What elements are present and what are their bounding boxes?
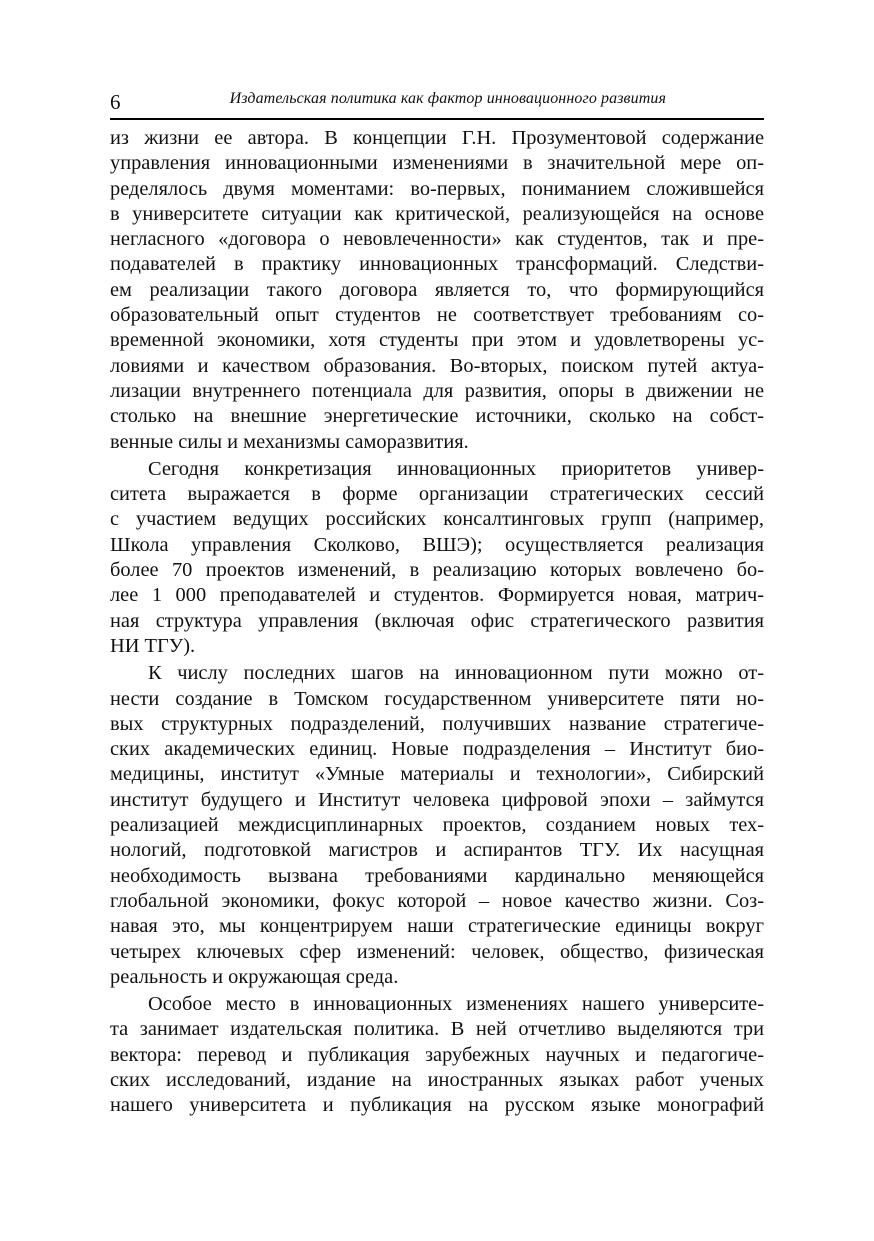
body-text	[110, 126, 764, 1119]
text-line: та занимает издательская политика. В ней отчетливо выделяются три	[110, 1018, 764, 1041]
text-line: негласного «договора о невовлеченности» как студентов, так и пре-	[110, 228, 764, 251]
text-line: управления инновационными изменениями в значительной мере оп-	[110, 152, 764, 175]
text-line: вектора: перевод и публикация зарубежных научных и педагогиче-	[110, 1043, 764, 1066]
text-line: НИ ТГУ).	[110, 634, 196, 657]
text-line: с участием ведущих российских консалтинговых групп (например,	[110, 508, 764, 531]
paragraph-1	[110, 126, 764, 455]
text-line: нологий, подготовкой магистров и аспирантов ТГУ. Их насущная	[110, 839, 764, 862]
text-line: лее 1 000 преподавателей и студентов. Формируется новая, матрич-	[110, 584, 764, 607]
text-line: реальность и окружающая среда.	[110, 965, 399, 988]
text-line: нести создание в Томском государственном университете пяти но-	[110, 687, 764, 710]
text-line: из жизни ее автора. В концепции Г.Н. Прозументовой содержание	[110, 127, 764, 149]
text-line: реализацией междисциплинарных проектов, созданием новых тех-	[110, 814, 764, 837]
text-line: временной экономики, хотя студенты при этом и удовлетворены ус-	[110, 329, 764, 352]
paragraph-2	[110, 457, 764, 659]
text-line: ситета выражается в форме организации стратегических сессий	[110, 483, 764, 506]
paragraph-3	[110, 661, 764, 990]
text-line: ловиями и качеством образования. Во-вторых, поиском путей актуа-	[110, 354, 764, 377]
text-line: необходимость вызвана требованиями кардинально меняющейся	[110, 864, 764, 887]
text-line: Сегодня конкретизация инновационных приоритетов универ-	[148, 457, 764, 480]
text-line: подавателей в практику инновационных трансформаций. Следстви-	[110, 253, 764, 276]
text-line: ских академических единиц. Новые подразделения – Институт био-	[110, 738, 764, 761]
text-line: глобальной экономики, фокус которой – новое качество жизни. Соз-	[110, 889, 764, 912]
page-header	[110, 84, 764, 120]
page-number: 6	[110, 90, 121, 114]
text-line: институт будущего и Институт человека цифровой эпохи – займутся	[110, 788, 764, 811]
text-line: образовательный опыт студентов не соответствует требованиям со-	[110, 304, 764, 327]
text-line: лизации внутреннего потенциала для развития, опоры в движении не	[110, 379, 764, 402]
text-line: Школа управления Сколково, ВШЭ); осуществляется реализация	[110, 533, 764, 556]
running-title: Издательская политика как фактор инновационного развития	[229, 90, 666, 107]
text-line: ских исследований, издание на иностранных языках работ ученых	[110, 1068, 764, 1091]
text-line: столько на внешние энергетические источники, сколько на собст-	[110, 405, 764, 428]
text-line: медицины, институт «Умные материалы и технологии», Сибирский	[110, 763, 764, 786]
paragraph-4	[110, 992, 764, 1118]
text-line: более 70 проектов изменений, в реализацию которых вовлечено бо-	[110, 559, 764, 582]
text-line: вых структурных подразделений, получивших название стратегиче-	[110, 712, 764, 735]
text-line: ем реализации такого договора является то, что формирующийся	[110, 278, 764, 301]
text-line: ределялось двумя моментами: во-первых, пониманием сложившейся	[110, 177, 764, 200]
text-line: Особое место в инновационных изменениях нашего университе-	[148, 993, 764, 1016]
text-line: ная структура управления (включая офис стратегического развития	[110, 609, 764, 632]
text-line: четырех ключевых сфер изменений: человек, общество, физическая	[110, 940, 764, 963]
text-line: К числу последних шагов на инновационном пути можно от-	[148, 662, 764, 685]
text-line: навая это, мы концентрируем наши стратегические единицы вокруг	[110, 915, 764, 938]
text-line: нашего университета и публикация на русском языке монографий	[110, 1094, 764, 1117]
text-line: венные силы и механизмы саморазвития.	[110, 430, 469, 453]
text-line: в университете ситуации как критической, реализующейся на основе	[110, 202, 764, 225]
